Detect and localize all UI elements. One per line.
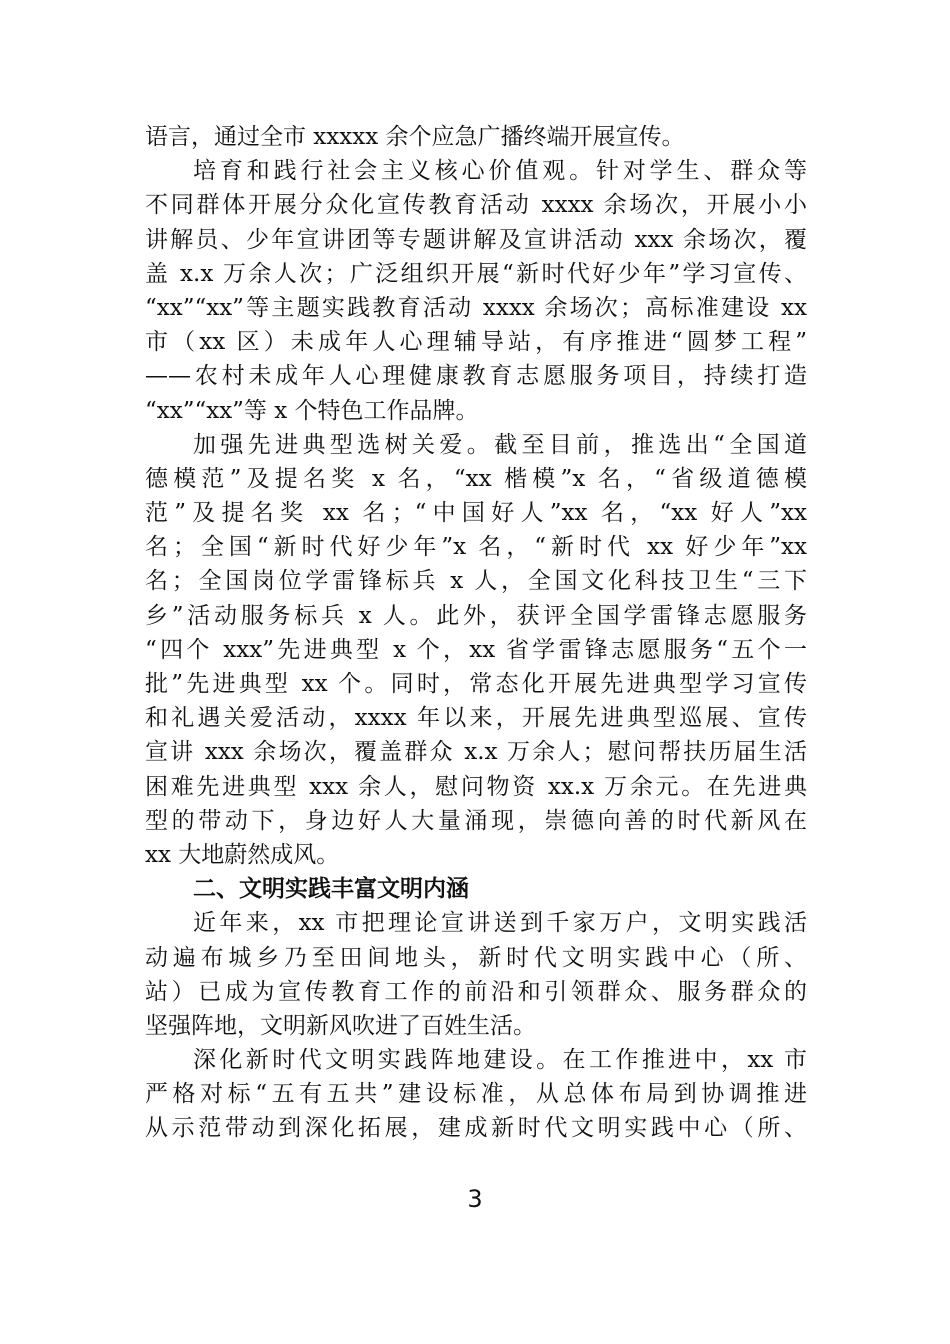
text-line: 培育和践行社会主义核心价值观。针对学生、群众等 <box>193 158 807 185</box>
paragraph-civilization-practice <box>145 906 807 1043</box>
text-line: 不同群体开展分众化宣传教育活动 xxxx 余场次，开展小小 <box>145 192 807 219</box>
text-line: ——农村未成年人心理健康教育志愿服务项目，持续打造 <box>145 363 807 390</box>
paragraph-core-values <box>145 154 807 428</box>
text-line: 和礼遇关爱活动，xxxx 年以来，开展先进典型巡展、宣传 <box>145 705 807 732</box>
text-line: 宣讲 xxx 余场次，覆盖群众 x.x 万余人；慰问帮扶历届生活 <box>145 739 807 766</box>
text-line: 德模范”及提名奖 x 名，“xx 楷模”x 名，“省级道德模 <box>145 465 807 492</box>
text-line: 盖 x.x 万余人次；广泛组织开展“新时代好少年”学习宣传、 <box>145 260 807 287</box>
section-title: 二、文明实践丰富文明内涵 <box>193 876 469 903</box>
text-line: 严格对标“五有五共”建设标准，从总体布局到协调推进 <box>145 1081 807 1108</box>
text-line: 乡”活动服务标兵 x 人。此外，获评全国学雷锋志愿服务 <box>145 602 807 629</box>
page-number: 3 <box>467 1185 483 1213</box>
text-line: 困难先进典型 xxx 余人，慰问物资 xx.x 万余元。在先进典 <box>145 773 807 800</box>
paragraph-role-models <box>145 428 807 872</box>
text-line: 近年来，xx 市把理论宣讲送到千家万户，文明实践活 <box>193 910 807 937</box>
text-line: 名；全国“新时代好少年”x 名，“新时代 xx 好少年”xx <box>145 534 807 561</box>
text-line: 加强先进典型选树关爱。截至目前，推选出“全国道 <box>193 431 807 458</box>
text-line: 范”及提名奖 xx 名；“中国好人”xx 名，“xx 好人”xx <box>145 500 807 527</box>
text-line: 市（xx 区）未成年人心理辅导站，有序推进“圆梦工程” <box>145 329 807 356</box>
text-line: 批”先进典型 xx 个。同时，常态化开展先进典型学习宣传 <box>145 671 807 697</box>
text-line: xx 大地蔚然成风。 <box>145 841 340 868</box>
document-body <box>145 120 807 1146</box>
text-line: 语言，通过全市 xxxxx 余个应急广播终端开展宣传。 <box>145 124 685 150</box>
text-line: 坚强阵地，文明新风吹进了百姓生活。 <box>145 1012 536 1039</box>
text-line: “四个 xxx”先进典型 x 个，xx 省学雷锋志愿服务“五个一 <box>145 636 807 663</box>
text-line: “xx”“xx”等 x 个特色工作品牌。 <box>145 397 479 424</box>
paragraph-continuation <box>145 120 807 154</box>
text-line: 深化新时代文明实践阵地建设。在工作推进中，xx 市 <box>193 1047 807 1074</box>
text-line: 名；全国岗位学雷锋标兵 x 人，全国文化科技卫生“三下 <box>145 568 807 595</box>
text-line: 站）已成为宣传教育工作的前沿和引领群众、服务群众的 <box>145 978 807 1005</box>
text-line: 讲解员、少年宣讲团等专题讲解及宣讲活动 xxx 余场次，覆 <box>145 226 807 253</box>
text-line: 动遍布城乡乃至田间地头，新时代文明实践中心（所、 <box>145 944 807 971</box>
paragraph-practice-base <box>145 1043 807 1146</box>
section-heading <box>145 872 807 906</box>
text-line: “xx”“xx”等主题实践教育活动 xxxx 余场次；高标准建设 xx <box>145 294 807 321</box>
text-line: 型的带动下，身边好人大量涌现，崇德向善的时代新风在 <box>145 807 807 834</box>
text-line: 从示范带动到深化拓展，建成新时代文明实践中心（所、 <box>145 1115 807 1142</box>
